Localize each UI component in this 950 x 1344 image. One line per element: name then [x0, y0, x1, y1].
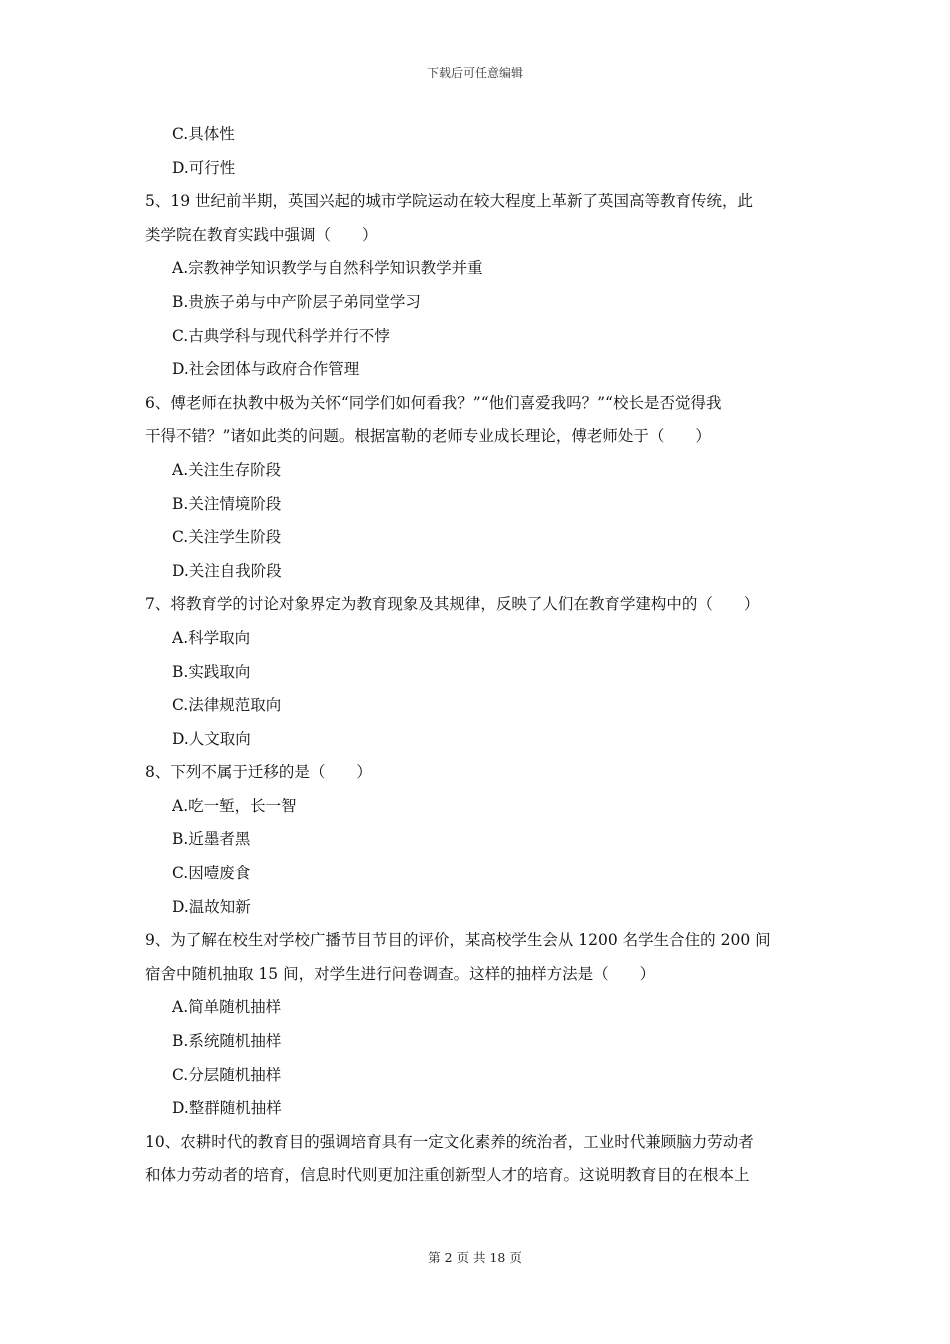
question-text: 6、傅老师在执教中极为关怀“同学们如何看我？”“他们喜爱我吗？”“校长是否觉得我	[145, 393, 722, 412]
answer-option: B.系统随机抽样	[172, 1032, 282, 1051]
question-text: 8、下列不属于迁移的是（ ）	[145, 763, 372, 782]
answer-option: D.关注自我阶段	[172, 561, 282, 580]
question-text: 7、将教育学的讨论对象界定为教育现象及其规律，反映了人们在教育学建构中的（ ）	[145, 595, 760, 614]
page-header: 下载后可任意编辑	[426, 66, 523, 80]
question-text-continued: 类学院在教育实践中强调（ ）	[145, 225, 378, 244]
answer-option: D.整群随机抽样	[172, 1099, 282, 1118]
question-text-continued: 干得不错？”诸如此类的问题。根据富勒的老师专业成长理论，傅老师处于（ ）	[145, 427, 711, 446]
answer-option: B.贵族子弟与中产阶层子弟同堂学习	[172, 292, 421, 311]
answer-option: C.因噎废食	[172, 864, 251, 883]
answer-option: A.吃一堑，长一智	[172, 796, 297, 815]
answer-option: C.法律规范取向	[172, 696, 282, 715]
answer-option: C.具体性	[172, 125, 235, 143]
answer-option: A.科学取向	[172, 628, 251, 647]
answer-option: B.关注情境阶段	[172, 494, 282, 513]
answer-option: B.近墨者黑	[172, 830, 251, 849]
answer-option: D.可行性	[172, 158, 236, 177]
answer-option: C.分层随机抽样	[172, 1065, 282, 1084]
answer-option: A.宗教神学知识教学与自然科学知识教学并重	[172, 259, 483, 278]
question-text-continued: 和体力劳动者的培育，信息时代则更加注重创新型人才的培育。这说明教育目的在根本上	[145, 1166, 750, 1185]
question-text: 9、为了解在校生对学校广播节目节目的评价，某高校学生会从 1200 名学生合住的 200 间	[145, 931, 771, 950]
answer-option: D.温故知新	[172, 897, 251, 916]
question-text-continued: 宿舍中随机抽取 15 间，对学生进行问卷调查。这样的抽样方法是（ ）	[145, 964, 656, 983]
answer-option: D.社会团体与政府合作管理	[172, 360, 360, 379]
document-body	[145, 118, 810, 1193]
question-text: 5、19 世纪前半期，英国兴起的城市学院运动在较大程度上革新了英国高等教育传统，此	[145, 192, 754, 211]
answer-option: C.关注学生阶段	[172, 528, 282, 547]
answer-option: A.简单随机抽样	[172, 998, 282, 1017]
answer-option: A.关注生存阶段	[172, 460, 282, 479]
question-text: 10、农耕时代的教育目的强调培育具有一定文化素养的统治者，工业时代兼顾脑力劳动者	[145, 1132, 754, 1151]
page-number: 第 2 页 共 18 页	[428, 1250, 522, 1265]
answer-option: D.人文取向	[172, 729, 251, 748]
answer-option: C.古典学科与现代科学并行不悖	[172, 326, 390, 345]
answer-option: B.实践取向	[172, 662, 251, 681]
